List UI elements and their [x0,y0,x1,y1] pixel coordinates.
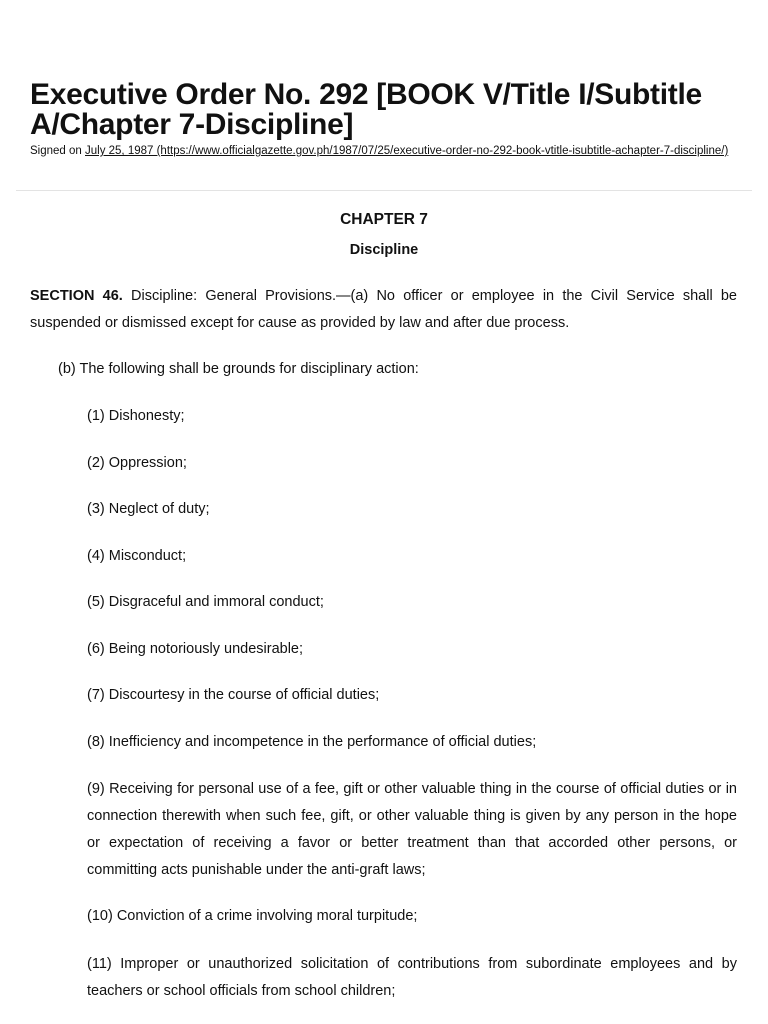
signed-prefix: Signed on [30,145,85,157]
ground-item: (3) Neglect of duty; [87,501,210,517]
ground-item: (8) Inefficiency and incompetence in the performance of official duties; [87,734,537,750]
ground-item: (9) Receiving for personal use of a fee, gift or other valuable thing in the course of official duties or in connection therewith when such fee, gift, or other valuable thing is given by any person in the hope or expectation of receiving a favor or better treatment than that accorded other persons, or committing acts punishable under the anti-graft laws; [87,781,737,878]
ground-item: (2) Oppression; [87,455,187,471]
ground-item: (4) Misconduct; [87,548,187,564]
signed-date-line [30,146,742,158]
ground-item: (7) Discourtesy in the course of official duties; [87,687,380,703]
document-title: Executive Order No. 292 [BOOK V/Title I/Subtitle A/Chapter 7-Discipline] [30,78,702,141]
ground-item: (6) Being notoriously undesirable; [87,641,304,657]
ground-item: (10) Conviction of a crime involving moral turpitude; [87,908,418,924]
header-divider [16,190,752,191]
clause-b-paragraph: (b) The following shall be grounds for disciplinary action: [58,361,419,377]
section-text: Discipline: General Provisions.—(a) No officer or employee in the Civil Service shall be suspended or dismissed except for cause as provided by law and after due process. [30,288,738,331]
ground-item: (11) Improper or unauthorized solicitation of contributions from subordinate employees and by teachers or school officials from school children; [87,956,737,999]
signed-date-link[interactable]: July 25, 1987 (https://www.officialgazette.gov.ph/1987/07/25/executive-order-no-292-book-vtitle-isubtitle-achapter-7-discipline/) [85,145,729,157]
ground-item: (1) Dishonesty; [87,408,185,424]
ground-item: (5) Disgraceful and immoral conduct; [87,594,324,610]
section-number: SECTION 46. [30,288,123,304]
section-46-paragraph [30,283,737,337]
chapter-subheading: Discipline [349,242,419,258]
chapter-heading: CHAPTER 7 [340,211,428,228]
